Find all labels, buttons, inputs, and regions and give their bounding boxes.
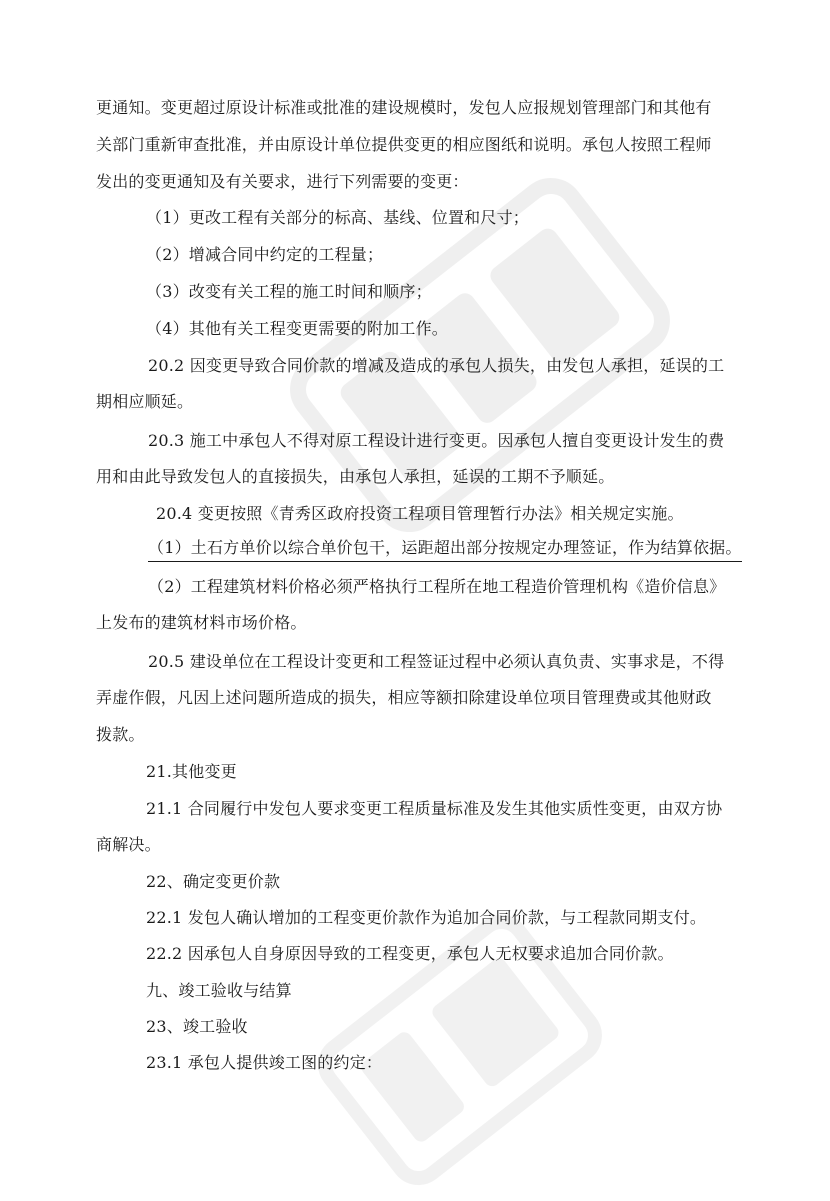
paragraph-line: 更通知。变更超过原设计标准或批准的建设规模时，发包人应报规划管理部门和其他有: [96, 98, 712, 117]
clause-20-4: 20.4 变更按照《青秀区政府投资工程项目管理暂行办法》相关规定实施。: [156, 504, 684, 523]
section-heading-23: 23、竣工验收: [146, 1017, 248, 1036]
clause-23-1: 23.1 承包人提供竣工图的约定：: [146, 1053, 383, 1072]
chapter-heading-9: 九、竣工验收与结算: [146, 981, 292, 1000]
paragraph-line: 关部门重新审查批准，并由原设计单位提供变更的相应图纸和说明。承包人按照工程师: [96, 135, 712, 154]
paragraph-line: 发出的变更通知及有关要求，进行下列需要的变更：: [96, 172, 469, 191]
list-item: （3）改变有关工程的施工时间和顺序；: [146, 282, 432, 301]
clause-20-3-line2: 用和由此导致发包人的直接损失，由承包人承担，延误的工期不予顺延。: [96, 467, 615, 486]
list-item: （4）其他有关工程变更需要的附加工作。: [146, 319, 448, 338]
section-heading-21: 21.其他变更: [146, 762, 237, 781]
clause-20-5-line1: 20.5 建设单位在工程设计变更和工程签证过程中必须认真负责、实事求是，不得: [148, 652, 725, 671]
clause-20-4-item2-line2: 上发布的建筑材料市场价格。: [96, 613, 307, 632]
clause-20-2-line1: 20.2 因变更导致合同价款的增减及造成的承包人损失，由发包人承担，延误的工: [148, 356, 725, 375]
clause-20-2-line2: 期相应顺延。: [96, 392, 194, 411]
clause-20-4-item2-line1: （2）工程建筑材料价格必须严格执行工程所在地工程造价管理机构《造价信息》: [148, 577, 726, 596]
clause-20-4-item1: （1）土石方单价以综合单价包干，运距超出部分按规定办理签证，作为结算依据。: [148, 538, 742, 562]
clause-21-1-line2: 商解决。: [96, 835, 161, 854]
list-item: （2）增减合同中约定的工程量；: [146, 245, 384, 264]
clause-20-3-line1: 20.3 施工中承包人不得对原工程设计进行变更。因承包人擅自变更设计发生的费: [148, 431, 725, 450]
clause-22-2: 22.2 因承包人自身原因导致的工程变更，承包人无权要求追加合同价款。: [146, 944, 674, 963]
clause-21-1-line1: 21.1 合同履行中发包人要求变更工程质量标准及发生其他实质性变更，由双方协: [146, 799, 723, 818]
clause-20-5-line2: 弄虚作假，凡因上述问题所造成的损失，相应等额扣除建设单位项目管理费或其他财政: [96, 688, 712, 707]
list-item: （1）更改工程有关部分的标高、基线、位置和尺寸；: [146, 208, 529, 227]
clause-20-5-line3: 拨款。: [96, 725, 145, 744]
clause-22-1: 22.1 发包人确认增加的工程变更价款作为追加合同价款，与工程款同期支付。: [146, 908, 707, 927]
section-heading-22: 22、确定变更价款: [146, 872, 281, 891]
